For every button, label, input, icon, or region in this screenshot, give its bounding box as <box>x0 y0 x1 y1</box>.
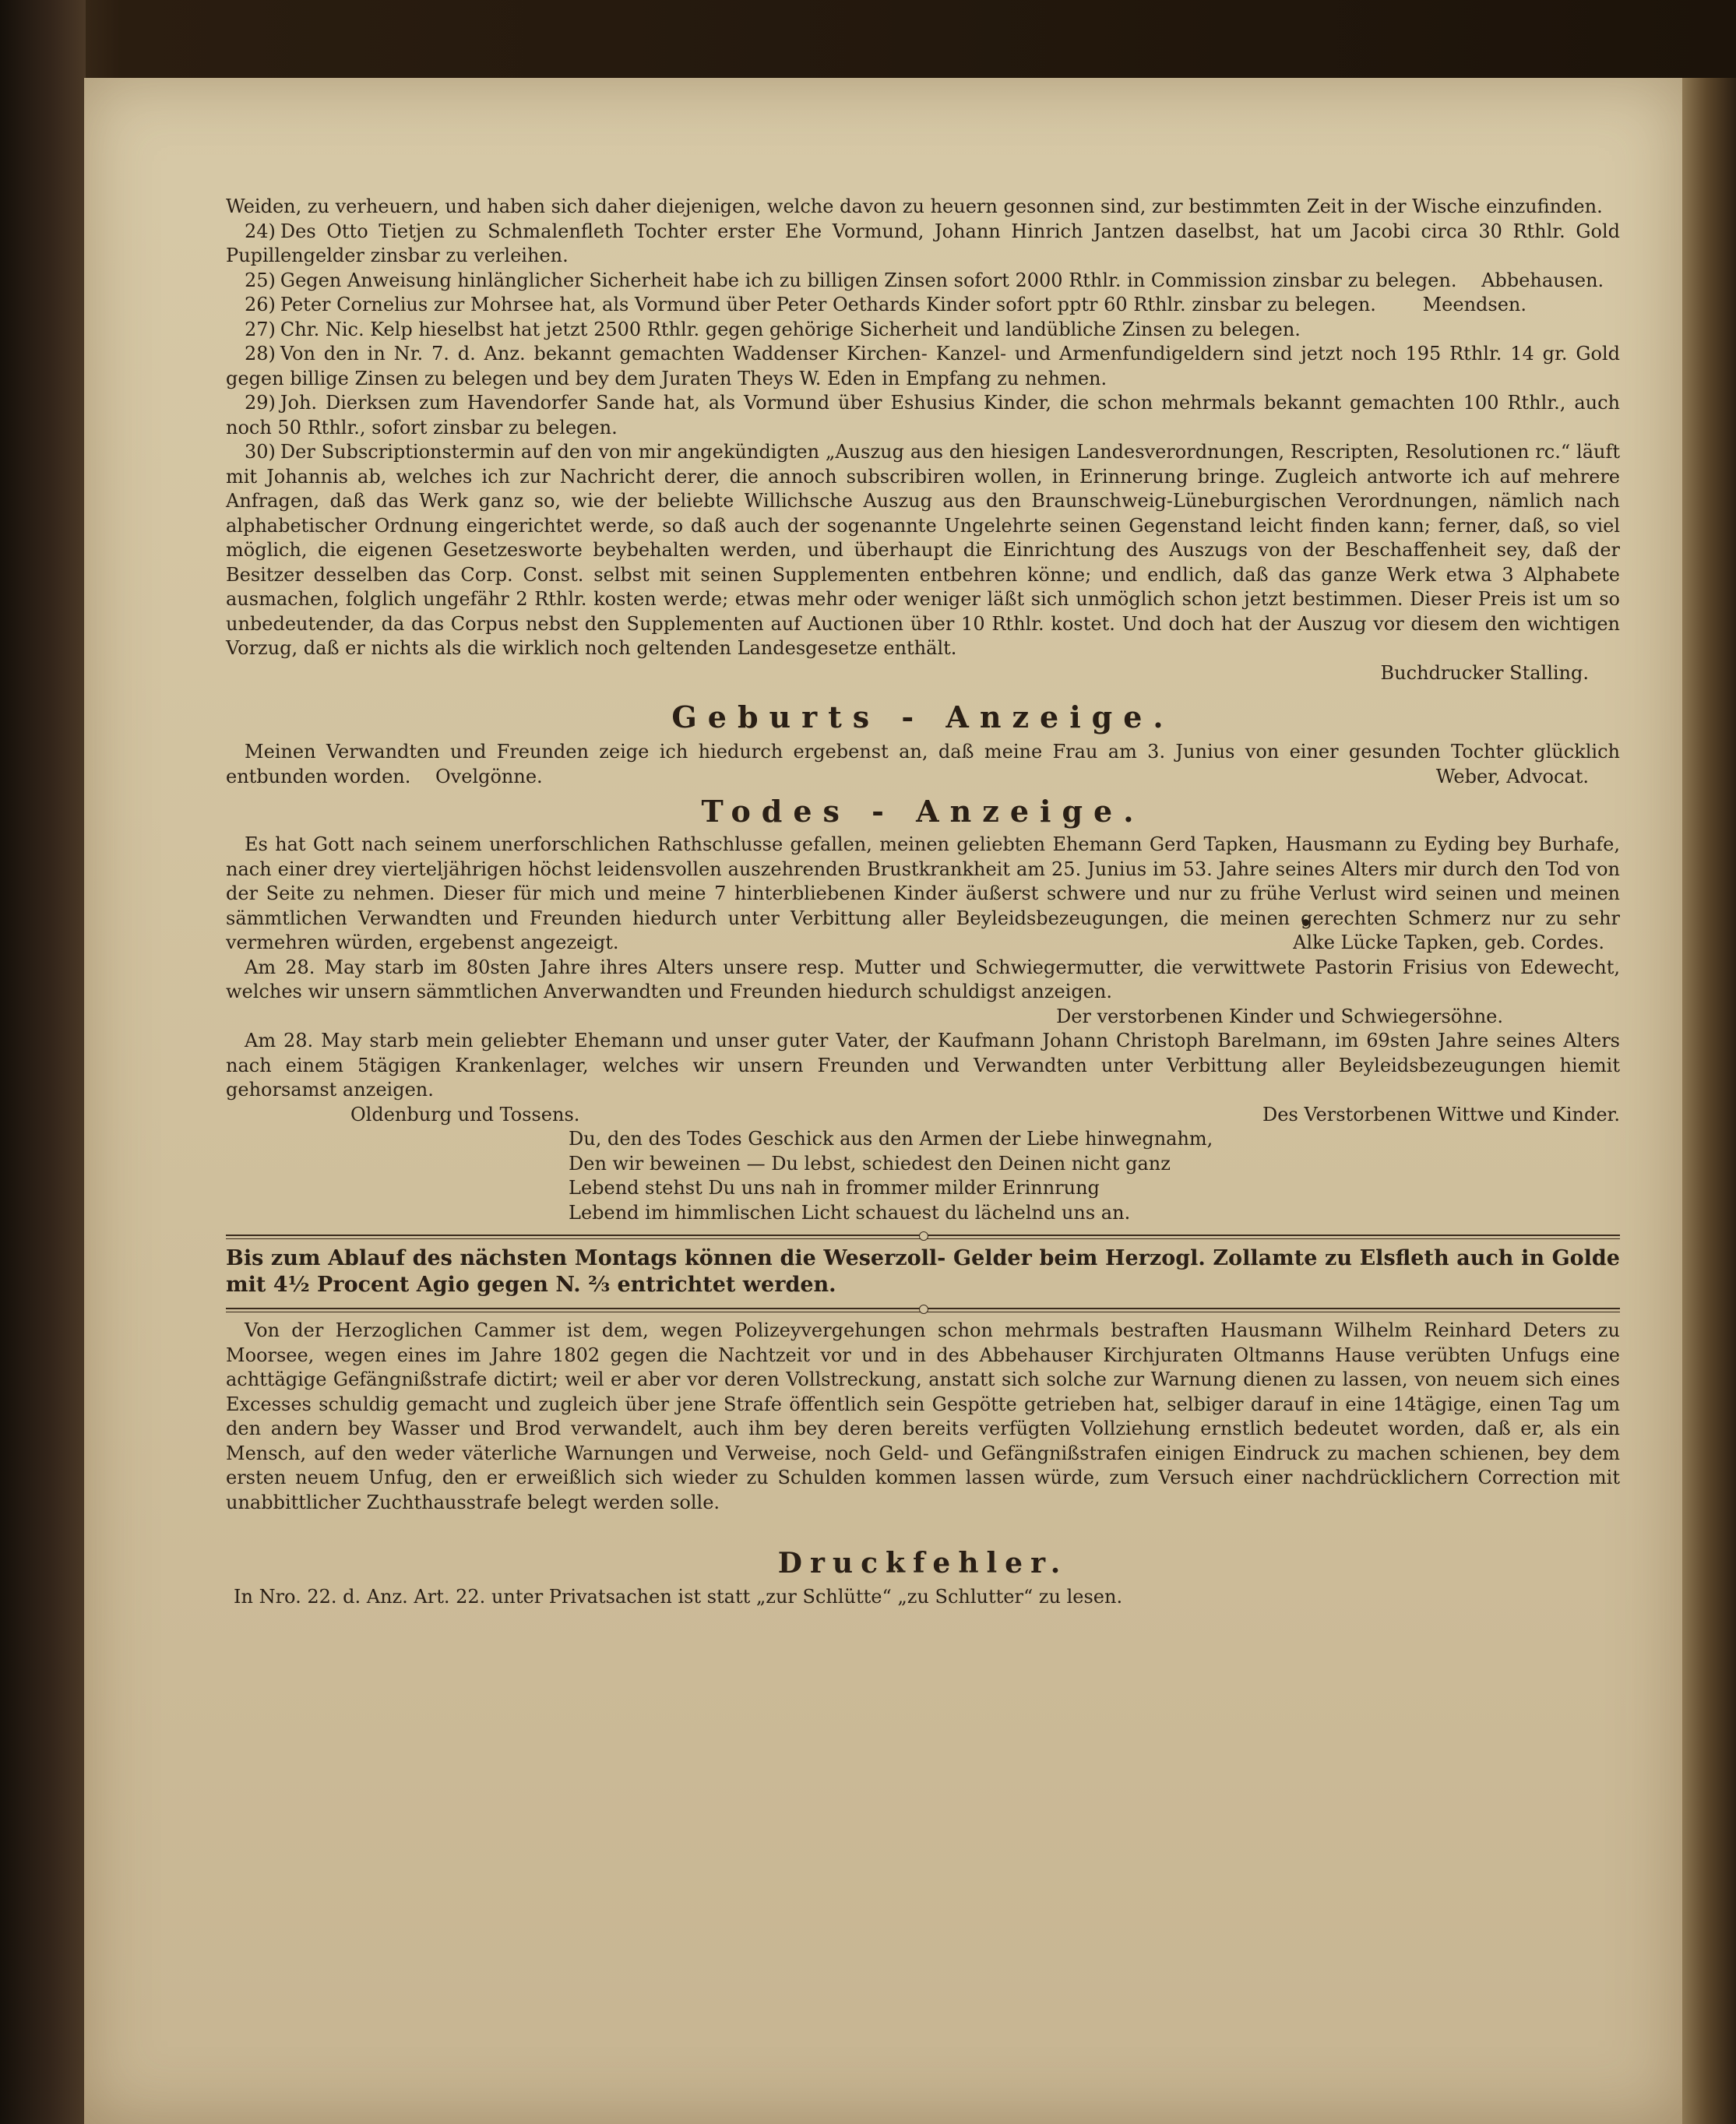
verse-line: Du, den des Todes Geschick aus den Armen der Liebe hinwegnahm, <box>569 1128 1213 1150</box>
notice-text: Der Subscriptionstermin auf den von mir angekündigten „Auszug aus den hiesigen Landesverordnungen, Rescripten, Resolutionen rc.“ läuft mit Johannis ab, welches ich zur Nachricht derer, die annoch subscribiren wollen, in Erinnerung bringe. Zugleich antworte ich auf mehrere Anfragen, daß das Werk ganz so, wie der beliebte Willichsche Auszug aus den Braunschweig-Lüneburgischen Verordnungen, nämlich nach alphabetischer Ordnung eingerichtet werde, so daß auch der sogenannte Ungelehrte seinen Gegenstand leicht finden kann; ferner, daß, so viel möglich, die eigenen Gesetzesworte beybehalten werden, und überhaupt die Einrichtung des Auszugs von der Beschaffenheit sey, daß der Besitzer desselben das Corp. Const. selbst mit seinen Supplementen entbehren könne; und endlich, daß das ganze Werk etwa 3 Alphabete ausmachen, folglich ungefähr 2 Rthlr. kosten werde; etwas mehr oder weniger läßt sich unmöglich schon jetzt bestimmen. Dieser Preis ist um so unbedeutender, da das Corpus nebst den Supplementen auf Auctionen über 10 Rthlr. kostet. Und doch hat der Auszug vor diesem den wichtigen Vorzug, daß er nichts als die wirklich noch geltenden Landesgesetze enthält. <box>226 441 1620 659</box>
verse-line: Den wir beweinen — Du lebst, schiedest den Deinen nicht ganz <box>569 1152 1171 1175</box>
death-notice <box>226 956 1620 1027</box>
notice-text: Von den in Nr. 7. d. Anz. bekannt gemachten Waddenser Kirchen- Kanzel- und Armenfundigeldern sind jetzt noch 195 Rthlr. 14 gr. Gold gegen billige Zinsen zu belegen und bey dem Juraten Theys W. Eden in Empfang zu nehmen. <box>226 343 1620 389</box>
chamber-notice <box>226 1319 1620 1515</box>
notice-paragraph <box>226 342 1620 391</box>
customs-notice: Bis zum Ablauf des nächsten Montags können die Weserzoll- Gelder beim Herzogl. Zollamte zu Elsfleth auch in Golde mit 4½ Procent Agio gegen N. ⅔ entrichtet werden. <box>226 1246 1620 1297</box>
notice-number: 24) <box>245 220 276 242</box>
errata-heading: Druckfehler. <box>777 1547 1069 1580</box>
page-edge <box>1682 78 1736 2124</box>
birth-place: Ovelgönne. <box>435 765 543 787</box>
notice-text: Joh. Dierksen zum Havendorfer Sande hat, als Vormund über Eshusius Kinder, die schon mehrmals bekannt gemachten 100 Rthlr., auch noch 50 Rthlr., sofort zinsbar zu belegen. <box>226 392 1620 439</box>
death-signer: Der verstorbenen Kinder und Schwiegersöhne. <box>1056 1005 1503 1027</box>
death-signer: Alke Lücke Tapken, geb. Cordes. <box>1293 932 1604 953</box>
notice-text: Des Otto Tietjen zu Schmalenfleth Tochter erster Ehe Vormund, Johann Hinrich Jantzen daselbst, hat um Jacobi circa 30 Rthlr. Gold Pupillengelder zinsbar zu verleihen. <box>226 220 1620 266</box>
death-text: Es hat Gott nach seinem unerforschlichen Rathschlusse gefallen, meinen geliebten Ehemann Gerd Tapken, Hausmann zu Eyding bey Burhafe, nach einer drey vierteljährigen höchst leidensvollen auszehrenden Brustkrankheit am 25. Junius im 53. Jahre seines Alters mir durch den Tod von der Seite zu nehmen. Dieser für mich und meine 7 hinterbliebenen Kinder äußerst schwere und nur zu frühe Verlust wird seinen und meinen sämmtlichen Verwandten und Freunden hiedurch unter Verbittung aller Beyleidsbezeugungen, die meinen gerechten Schmerz nur zu sehr vermehren würden, ergebenst angezeigt. <box>226 833 1620 953</box>
death-notice <box>226 1029 1620 1103</box>
death-signature-row <box>226 1103 1620 1128</box>
birth-text: Meinen Verwandten und Freunden zeige ich hiedurch ergebenst an, daß meine Frau am 3. Junius von einer gesunden Tochter glücklich entbunden worden. <box>226 741 1620 787</box>
birth-notice <box>226 740 1620 789</box>
chamber-text: Von der Herzoglichen Cammer ist dem, wegen Polizeyvergehungen schon mehrmals bestraften Hausmann Wilhelm Reinhard Deters zu Moorsee, wegen eines im Jahre 1802 gegen die Nachtzeit vor und in des Abbehauser Kirchjuraten Oltmanns Hause verübten Unfugs eine achttägige Gefängnißstrafe dictirt; weil er aber vor deren Vollstreckung, anstatt sich solche zur Warnung dienen zu lassen, von neuem sich eines Excesses schuldig gemacht und zugleich über jene Strafe öffentlich sein Gespötte getrieben hat, selbiger darauf in eine 14tägige, einen Tag um den andern bey Wasser und Brod verwandelt, auch ihm bey deren bereits verfügten Vollziehung ernstlich bedeutet worden, daß er, als ein Mensch, auf den weder väterliche Warnungen und Verweise, noch Geld- und Gefängnißstrafen einigen Eindruck zu machen schienen, bey dem ersten neuem Unfug, den er erweißlich sich wieder zu Schulden kommen lassen würde, zum Versuch einer nachdrücklichern Correction mit unabbittlicher Zuchthausstrafe belegt werden solle. <box>226 1319 1620 1513</box>
notice-number: 28) <box>245 343 276 365</box>
notice-text: Gegen Anweisung hinlänglicher Sicherheit habe ich zu billigen Zinsen sofort 2000 Rthlr. in Commission zinsbar zu belegen. <box>280 269 1457 291</box>
notice-paragraph <box>226 195 1620 220</box>
death-place: Oldenburg und Tossens. <box>350 1103 580 1125</box>
notice-place: Abbehausen. <box>1481 269 1604 291</box>
page-text-column <box>226 195 1620 1610</box>
notice-number: 26) <box>245 294 276 315</box>
notice-number: 30) <box>245 441 276 463</box>
divider-ornament-icon <box>919 1305 928 1314</box>
notice-signature: Buchdrucker Stalling. <box>1380 661 1589 684</box>
death-notice <box>226 833 1620 956</box>
death-signer: Des Verstorbenen Wittwe und Kinder. <box>1262 1103 1620 1125</box>
notice-paragraph <box>226 391 1620 440</box>
memorial-verse <box>226 1127 1620 1225</box>
notice-text: Chr. Nic. Kelp hieselbst hat jetzt 2500 Rthlr. gegen gehörige Sicherheit und landübliche Zinsen zu belegen. <box>280 318 1301 340</box>
notice-number: 29) <box>245 392 276 414</box>
section-divider <box>226 1305 1620 1316</box>
notice-signer: Meendsen. <box>1422 294 1526 315</box>
birth-heading: Geburts - Anzeige. <box>671 699 1174 734</box>
notice-paragraph <box>226 318 1620 343</box>
notice-paragraph <box>226 440 1620 661</box>
verse-line: Lebend im himmlischen Licht schauest du lächelnd uns an. <box>569 1201 1131 1224</box>
birth-signer: Weber, Advocat. <box>1435 765 1589 787</box>
verse-line: Lebend stehst Du uns nah in frommer milder Erinnrung <box>569 1177 1100 1199</box>
notice-paragraph <box>226 220 1620 269</box>
book-gutter <box>0 0 86 2124</box>
death-heading: Todes - Anzeige. <box>701 794 1145 829</box>
notice-text: Peter Cornelius zur Mohrsee hat, als Vormund über Peter Oethards Kinder sofort pptr 60 Rthlr. zinsbar zu belegen. <box>280 294 1376 315</box>
notice-paragraph <box>226 293 1620 318</box>
divider-ornament-icon <box>919 1231 928 1241</box>
section-divider <box>226 1231 1620 1242</box>
death-text: Am 28. May starb mein geliebter Ehemann und unser guter Vater, der Kaufmann Johann Christoph Barelmann, im 69sten Jahre seines Alters nach einem 5tägigen Krankenlager, welches wir unsern Freunden und Verwandten unter Verbittung aller Beyleidsbezeugungen hiemit gehorsamst anzeigen. <box>226 1030 1620 1101</box>
notice-number: 25) <box>245 269 276 291</box>
notice-text: Weiden, zu verheuern, und haben sich daher diejenigen, welche davon zu heuern gesonnen sind, zur bestimmten Zeit in der Wische einzufinden. <box>226 195 1603 217</box>
death-text: Am 28. May starb im 80sten Jahre ihres Alters unsere resp. Mutter und Schwiegermutter, die verwittwete Pastorin Frisius von Edewecht, welches wir unsern sämmtlichen Anverwandten und Freunden hiedurch schuldigst anzeigen. <box>226 956 1620 1002</box>
notice-number: 27) <box>245 318 276 340</box>
errata-text: In Nro. 22. d. Anz. Art. 22. unter Privatsachen ist statt „zur Schlütte“ „zu Schlutter“ zu lesen. <box>234 1586 1123 1608</box>
